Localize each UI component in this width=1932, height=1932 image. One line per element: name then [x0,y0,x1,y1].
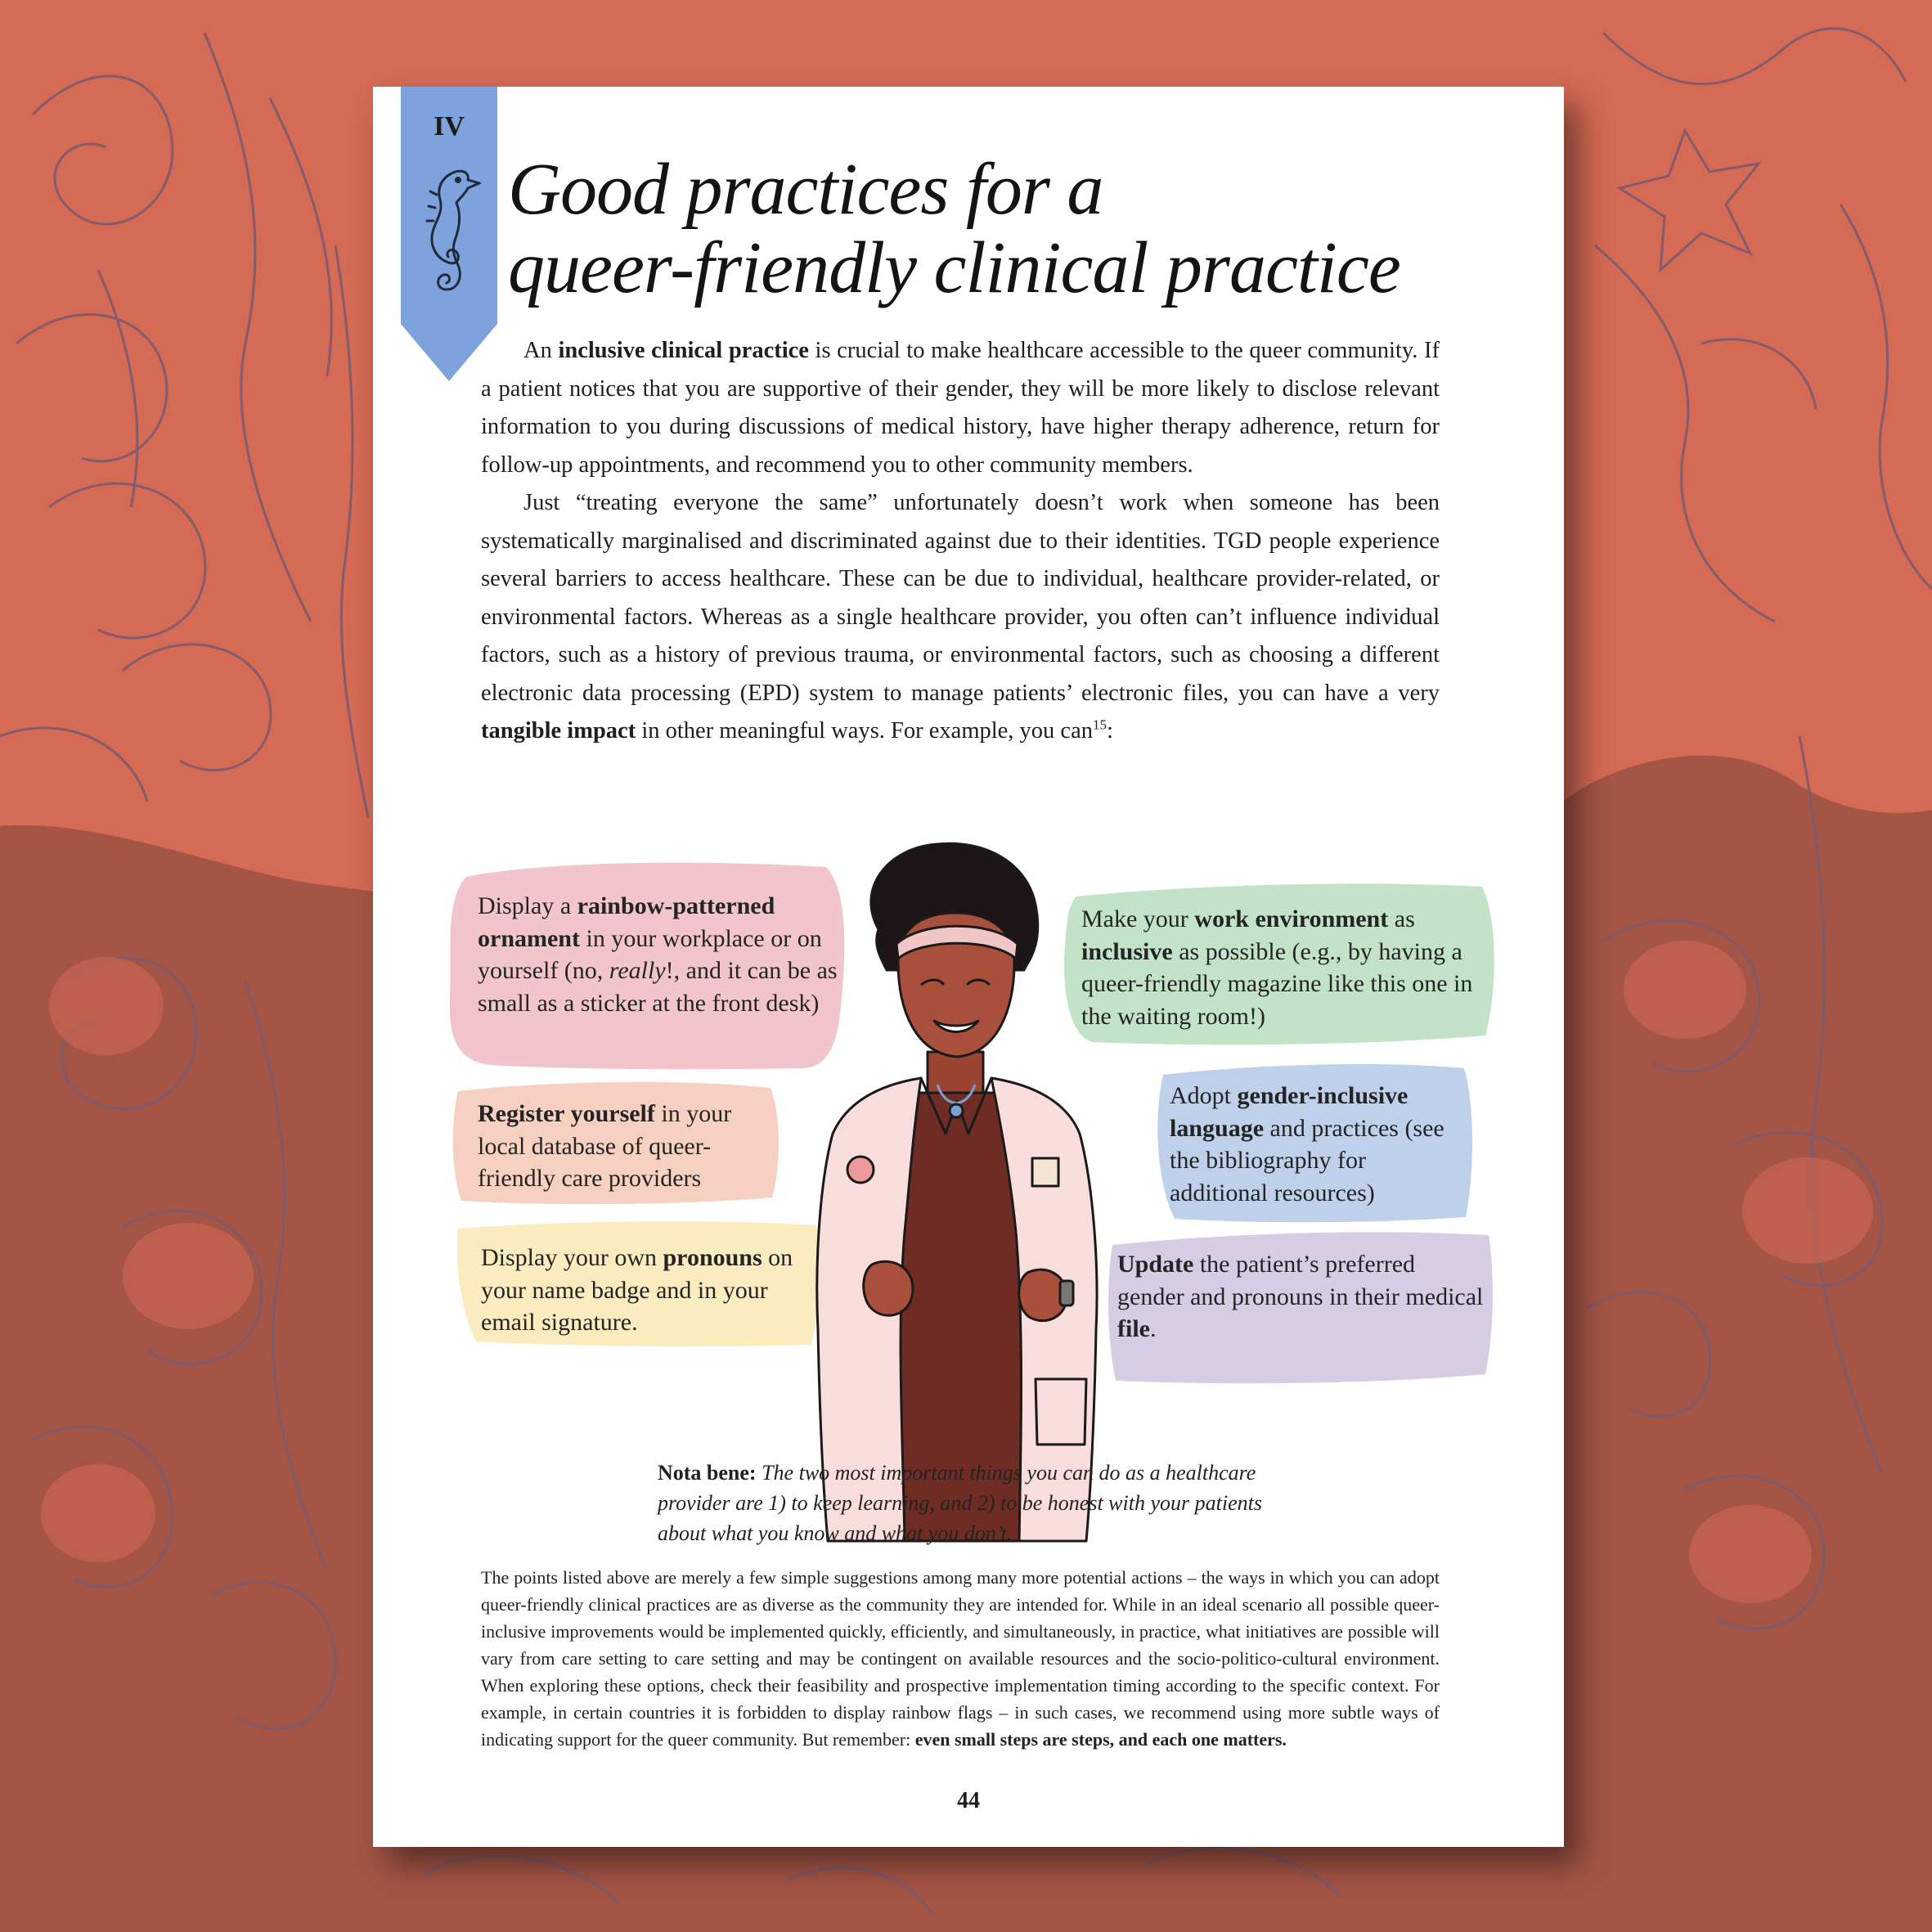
page-title [508,151,1539,308]
text-span: Adopt [1170,1082,1238,1109]
bold-span: work environment [1194,905,1389,932]
italic-span: really [609,957,666,984]
page-number: 44 [957,1788,980,1813]
chapter-number: IV [434,111,465,142]
intro-text [481,332,1440,751]
tip-text [1081,903,1490,1032]
text-span: the patient’s preferred gender and pronouns in their medical [1117,1251,1484,1310]
text-span: Just “treating everyone the same” unfortunately doesn’t work when someone has been systematically marginalised and discriminated against due to their identities. TGD people experience several barriers to access healthcare. These can be due to individual, healthcare provider-related, or environmental factors. Whereas as a single healthcare provider, you often can’t influence individual factors, such as a history of previous trauma, or environmental factors, such as choosing a different electronic data processing (EPD) system to manage patients’ electronic files, you can have a very [481,490,1440,706]
text-span: on your name badge and in your email signature. [481,1244,793,1336]
bold-span: Update [1117,1251,1194,1278]
magazine-page [373,87,1564,1847]
tip-text [481,1242,808,1339]
text-span: and practices (see the bibliography for additional resources) [1170,1114,1445,1206]
text-span: as possible (e.g., by having a queer-friendly magazine like this one in the waiting room!) [1081,937,1473,1030]
text-span: An [523,338,559,363]
bold-span: pronouns [663,1244,762,1271]
bold-span: rainbow-patterned ornament [478,892,775,952]
title-line-1: Good practices for a [508,149,1103,230]
intro-paragraph-2 [481,484,1440,751]
tip-text [1117,1248,1485,1346]
nota-bene-label: Nota bene: [658,1461,757,1485]
tip-update-file [1104,1229,1495,1386]
tip-pronouns [452,1219,824,1348]
title-line-2: queer-friendly clinical practice [508,227,1400,308]
text-span: is crucial to make healthcare accessible to the queer community. If a patient notices that you are supportive of their gender, they will be more likely to disclose relevant information to you during discussions of medical history, have higher therapy adherence, return for follow-up appointments, and recommend you to other community members. [481,338,1440,478]
seahorse-icon [419,162,481,301]
text-span: as [1388,905,1415,932]
bold-span: gender-inclusive language [1170,1082,1409,1142]
tip-register [447,1078,782,1206]
text-span: in other meaningful ways. For example, you can [636,718,1093,744]
footnote-ref: 15 [1092,717,1107,733]
text-span: : [1106,718,1113,744]
bold-span: Register yourself [478,1100,655,1127]
tip-inclusive-language [1150,1060,1476,1224]
bold-span: file [1117,1315,1150,1342]
closing-paragraph [481,1564,1440,1753]
text-span: Display a [478,892,577,919]
text-span: Make your [1081,905,1195,932]
nota-bene [658,1458,1279,1548]
text-span: . [1149,1315,1157,1342]
doctor-illustration [782,839,1134,1543]
nota-bene-text: The two most important things you can do as a healthcare provider are 1) to keep learning, and 2) to be honest with your patients about what you know and what you don’t. [658,1461,1262,1545]
text-span: !, and it can be as small as a sticker at the front desk) [478,957,838,1017]
tip-text [1170,1080,1464,1209]
text-span: in your local database of queer-friendly care providers [478,1100,732,1192]
intro-paragraph-1 [481,332,1440,484]
text-span: Display your own [481,1244,663,1271]
bold-span: inclusive [1081,937,1173,965]
text-span: in your workplace or on yourself (no, [478,924,822,984]
bold-span: tangible impact [481,718,636,744]
tip-text [478,1098,772,1195]
bold-span: inclusive clinical practice [558,338,809,363]
text-span: The points listed above are merely a few simple suggestions among many more potential actions – the ways in which you can adopt queer-friendly clinical practices are as diverse as the community they are intended for. While in an ideal scenario all possible queer-inclusive improvements would be implemented quickly, efficiently, and simultaneously, in practice, what initiatives are possible will vary from care setting to care setting and may be contingent on available resources and the socio-politico-cultural environment. When exploring these options, check their feasibility and prospective implementation timing according to the specific context. For example, in certain countries it is forbidden to display rainbow flags – in such cases, we recommend using more subtle ways of indicating support for the queer community. But remember: [481,1567,1440,1750]
bold-span: even small steps are steps, and each one matters. [914,1729,1287,1750]
